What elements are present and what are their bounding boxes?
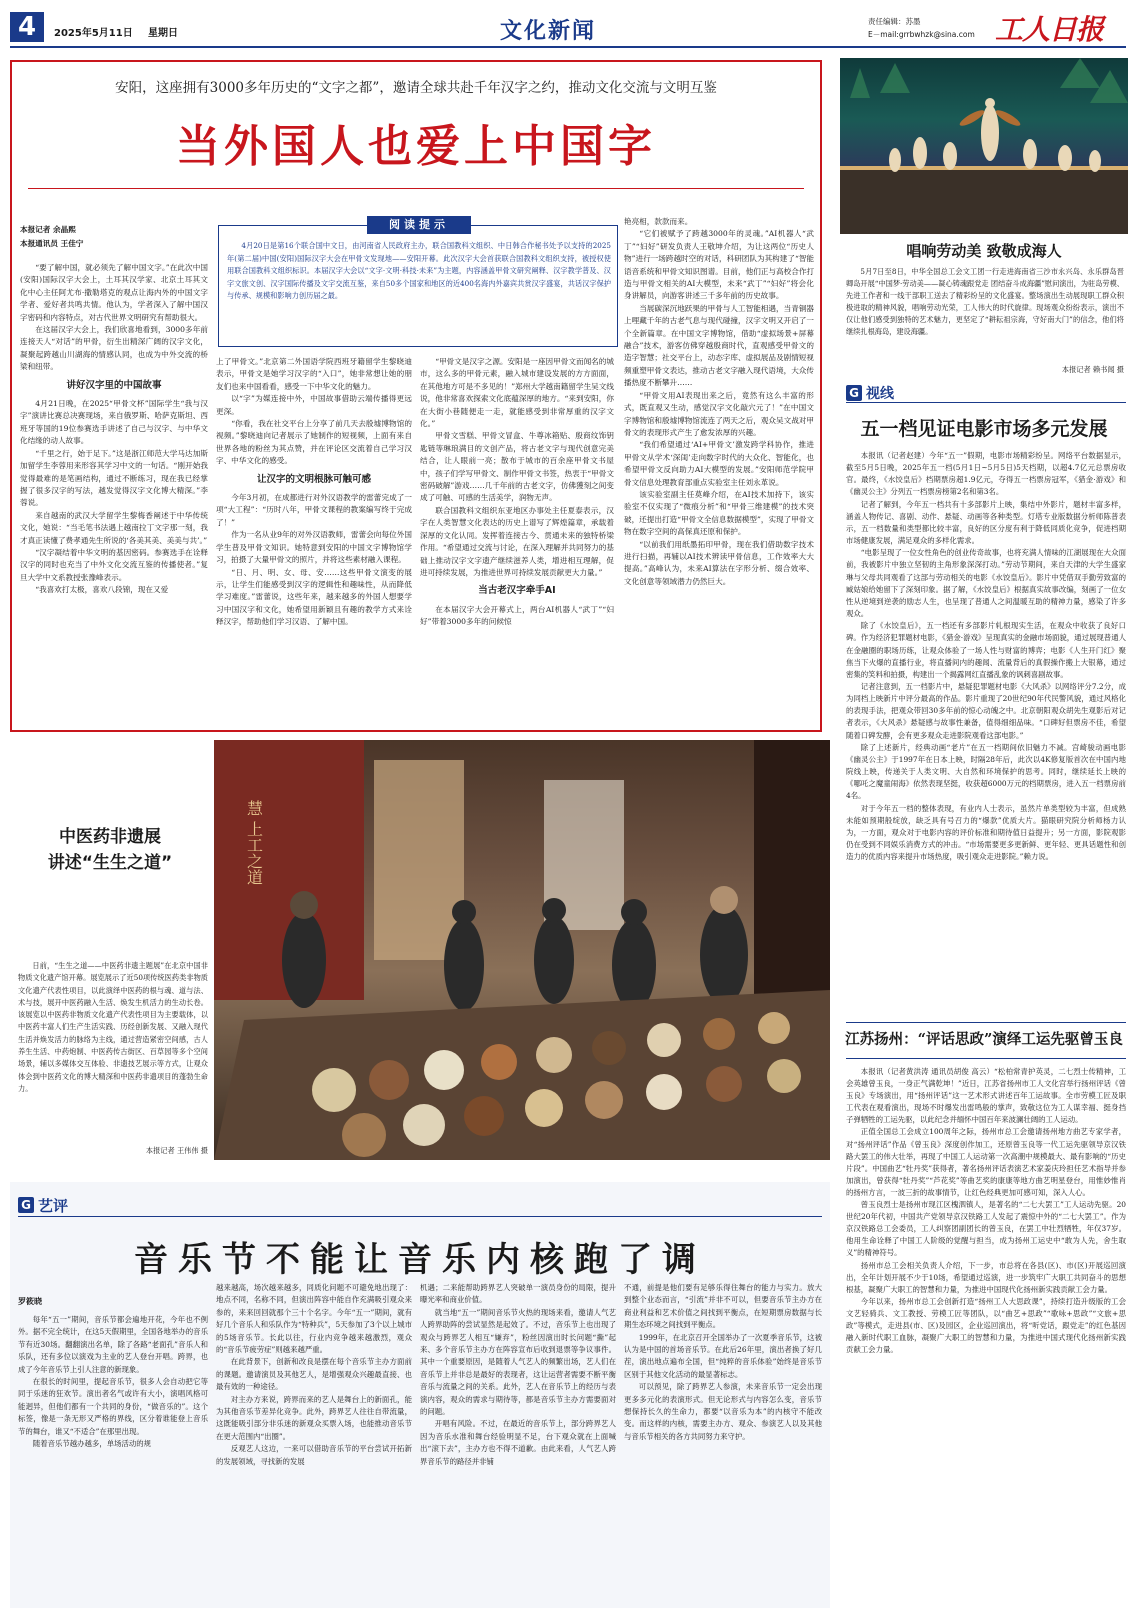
paragraph: 随着音乐节越办越多，单场活动的规 — [32, 1439, 152, 1449]
paragraph: 每年“五一”期间，音乐节都会遍地开花，今年也不例外。据不完全统计，在这5天假期里，全国各地举办的音乐节有近30场。翻翻演出名单，除了各路“老面孔”音乐人和乐队，还有多位以演戏为主业的艺人登台开唱。跨界，也成了今年音乐节上引人注意的新现象。 — [18, 1315, 208, 1374]
yangzhou-body — [846, 1066, 1126, 1356]
paragraph: 记者注意到，五一档影片中，悬疑犯罪题材电影《大风杀》以网络评分7.2分，成为同档上映新片中评分最高的作品。影片重现了20世纪90年代民警风貌，通过风格化的表现手法，把观众带回30多年前的惊心动魄之中。北京朝阳观众胡先生观影后对记者表示，《大风杀》悬疑感与故事性兼备，值得细细品味。“口碑好但票房不佳，希望随着口碑发酵，会有更多观众走进影院观看这部电影。” — [846, 681, 1126, 740]
reading-tip-text: 4月20日是第16个联合国中文日，由河南省人民政府主办，联合国教科文组织、中日韩合作秘书处予以支持的2025年(第二届)中国(安阳)国际汉字大会在甲骨文发现地——安阳开幕。此次汉字大会首获联合国教科文组织支持，被授权使用联合国教科文组织标识。本届汉字大会以“文字·文明·科技·未来”为主题，内容涵盖甲骨文研究阐释、汉字教学普及、汉字文旅文创、汉字国际传播及文字交流互鉴，来自50多个国家和地区的近400名海内外嘉宾共赏汉字盛宴，共话汉字保护与传承、规模和影响力创历届之最。 — [227, 241, 611, 300]
page-number: 4 — [10, 12, 44, 42]
photo-banner-text: 慧 上工之道 — [244, 800, 264, 886]
paragraph: 在此背景下，创新和改良是摆在每个音乐节主办方面前的课题。邀请演员及其他艺人，是增强观众兴趣最直接、也最有效的一种途径。 — [216, 1357, 412, 1392]
g-logo-icon: G — [18, 1197, 34, 1213]
review-headline: 音乐节不能让音乐内核跑了调 — [134, 1240, 706, 1280]
review-col2 — [216, 1282, 412, 1468]
paragraph: 本报讯（记者赵建）今年“五一”假期，电影市场精彩纷呈。网络平台数据显示，截至5月5日晚，2025年五一档(5月1日~5月5日)5天档期，以超4.7亿元总票房收官。最终，《水饺皇后》档期票房超1.9亿元，夺得五一档票房冠军，《猎金·游戏》和《幽灵公主》分列五一档票房榜第2名和第3名。 — [846, 451, 1126, 497]
paragraph: 对主办方来说，跨界而来的艺人是舞台上的新面孔，能为其他音乐节差异化竞争。此外，跨界艺人往往自带流量，这既能吸引部分非乐迷的新观众买票入场，也能推动音乐节在更大范围内“出圈”。 — [216, 1394, 412, 1441]
tcm-title-line1: 中医药非遗展 — [59, 827, 161, 847]
paragraph: 正值全国总工会成立100周年之际，扬州市总工会邀请扬州地方曲艺专家学者，对“扬州评话”作品《曾玉良》深度创作加工，还原曾玉良等一代工运先驱领导京汉铁路大罢工的伟大壮举，再现了中国工人运动第一次高潮中规模最大、最有影响的“历史片段”。中国曲艺“牡丹奖”获得者，著名扬州评话表演艺术家姜庆玲担任艺术指导并参加演出，曾获得“牡丹奖”“芦花奖”等曲艺奖的康康等地方曲艺明星登台，用惟妙惟肖的扬州方言，一波三折的故事情节，让红色经典更加可感可知，深入人心。 — [846, 1127, 1126, 1197]
divider — [18, 1216, 822, 1217]
film-body — [846, 450, 1126, 863]
paragraph: “甲骨文用AI表现出来之后，竟然有这么丰富的形式，既直观又生动，感觉汉字文化敲穴元了！”在中国文字博物馆和殷墟博物馆流连了两天之后，观众吴文战对甲骨文的表现形式产生了愈发浓厚的兴趣。 — [624, 390, 814, 437]
paragraph: “它们被赋予了跨越3000年的灵魂。”AI机器人“武丁”“妇好”研发负责人王敬坤介绍，为让这两位“历史人物”进行一场跨越时空的对话，科研团队为其构建了“智能语音系统和甲骨文知识图谱。目前，他们正与高校合作打造与甲骨文相关的AI大模型，未来“武丁”“妇好”将会化身讲解员，向游客讲述三千多年前的历史故事。 — [624, 229, 815, 301]
lead-col2 — [216, 356, 412, 629]
paragraph: “千里之行，始于足下。”这是浙江师范大学马达加斯加留学生李蓉用来形容其学习中文的一句话。“刚开始我觉得最难的是笔画结构，通过不断练习，现在我已经掌握了很多汉字的写法，越发觉得汉字文化博大精深。”李蓉说。 — [20, 448, 208, 508]
paragraph: “我喜欢打太极，喜欢八段锦，现在又爱 — [35, 585, 169, 595]
byline-reporter: 本报记者 余晶熙 — [20, 225, 76, 234]
paragraph: “我们希望通过‘AI+甲骨文’激发跨学科协作，推进甲骨文从学术‘深闺’走向数字时代的大众化、智能化，也希望甲骨文反向助力AI大模型的发展。”安阳师范学院甲骨文信息处理教育部重点实验室主任刘永革说。 — [624, 440, 814, 487]
divider — [846, 1022, 1126, 1023]
photo-credit: 本报记者 赖书闻 摄 — [1061, 365, 1124, 374]
divider — [846, 1058, 1126, 1059]
paragraph: 今年3月初，在成都进行对外汉语教学的雷蕾完成了一项“大工程”：“历时八年，甲骨文课程的教案编写终于完成了！” — [216, 493, 412, 527]
film-section-badge — [846, 382, 894, 403]
review-col4 — [624, 1282, 822, 1443]
paragraph: “电影呈现了一位女性角色的创业传奇故事，也将充满人情味的江湖展现在大众面前，我被影片中独立坚韧的主角形象深深打动。”劳动节期间，来自天津的大学生盛家琳与父母共同观看了这部与劳动相关的电影《水饺皇后》。影片中凭借双手勤劳致富的臧姑娘给她留下了深刻印象。据了解，《水饺皇后》根据真实故事改编，刻画了一位女性从逆境到逆袭的励志人生，也呈现了普通人之间温暖互助的精神力量，感染了许多观众。 — [846, 548, 1126, 619]
paragraph: 越来越高，场次越来越多，同质化问题不可避免地出现了：地点不同，名称不同，但演出阵容中能自作充满吸引观众来参的，来来回回就那个三十个名字。今年“五一”期间，就有好几个音乐人和乐队作为“特种兵”，5天参加了3个以上城市的5场音乐节。长此以往，行业内竞争越来越激烈，观众的“音乐节疲劳症”则越来越严重。 — [216, 1283, 412, 1355]
exhibition-illustration — [214, 740, 830, 1160]
paragraph: 在很长的时间里，提起音乐节，很多人会自动把它等同于乐迷的狂欢节。演出者名气或许有大小，演唱风格可能迥异，但他们都有一个共同的身份，“做音乐的”。这个标签，像是一条无形又严格的界线，区分着谁能登上音乐节的舞台，谁又“不适合”在那里出现。 — [18, 1377, 208, 1436]
byline-correspondent: 本报通讯员 王佳宁 — [20, 239, 84, 248]
paragraph: “要了解中国，就必须先了解中国文字。”在此次中国(安阳)国际汉字大会上，土耳其汉学家、北京土耳其文化中心主任阿尤布·撒勒塔克的观点让海内外的中国文字学者、爱好者共鸣共情。他认为，学者深入了解中国汉字密码和内容特点，对古代世界文明研究有帮助很大。 — [20, 263, 208, 322]
paragraph: 以“字”为媒连接中外，中国故事借助云端传播得更远更深。 — [216, 394, 412, 416]
paragraph: 在本届汉字大会开幕式上，两台AI机器人“武丁”“妇好”带着3000多年的问候惊 — [420, 604, 614, 627]
paragraph: 1999年，在北京召开全国举办了一次夏季音乐节，这被认为是中国的首场音乐节。在此后26年里，演出者换了好几茬，演出地点遍布全国，但“纯粹的音乐体验”始终是音乐节区别于其他文化活动的最显著标志。 — [624, 1332, 822, 1379]
review-col3 — [420, 1282, 616, 1468]
paragraph: 除了《水饺皇后》，五一档还有多部影片轧根现实生活，在观众中收获了良好口碑。作为经济犯罪题材电影，《猎金·游戏》呈现真实的金融市场面貌，通过展现普通人在金融圈的职场历练，让观众体验了一场人性与财富的博弈；电影《人生开门红》聚焦当下火爆的直播行业，将直播间内的趣闻、流量背后的真假操作搬上大银幕，通过密集的笑料和拍摄，构建出一个揭露网红直播乱象的讽刺喜剧故事。 — [846, 621, 1126, 679]
tcm-exhibition-photo — [214, 740, 830, 1160]
paragraph: “甲骨文是汉字之源。安阳是一座因甲骨文而闻名的城市，这么多的甲骨元素，融入城市建设发展的方方面面，在其他地方可是不多见的！”郑州大学越南籍留学生吴文线说，他非常喜欢探索文化底蕴深厚的地方。“来到安阳，你在大街小巷随便走一走，就能感受到非常厚重的汉字文化。” — [420, 357, 614, 429]
paragraph: 甲骨文雪糕、甲骨文冒盒、牛尊冰箱贴、殷商纹饰钥匙链等琳琅满目的文创产品，将古老文字与现代创意完美结合，让人眼前一亮；散布于城市的百余座甲骨文书屋中，孩子们学写甲骨文、制作甲骨文书签，热衷于“甲骨文密码破解”游戏……几千年前的古老文字，仿佛獲刻之间变成了可触、可感的生活美学，润物无声。 — [420, 431, 614, 503]
paragraph: “你看，我在社交平台上分享了前几天去殷墟博物馆的视频。”黎晓迪向记者展示了她制作的短视频，上面有来自世界各地的粉丝为其点赞，并在评论区交流着自己学习汉字、中华文化的感受。 — [216, 419, 412, 466]
paragraph: “汉字凝结着中华文明的基因密码。参赛选手在诠释汉字的同时也充当了中外文化交流互鉴的传播使者。”复旦大学中文系教授张豫峰表示。 — [20, 547, 208, 582]
stage-performance-photo — [840, 58, 1128, 234]
paragraph: 可以预见，除了跨界艺人参演，未来音乐节一定会出现更多多元化的表演形式。但无论形式与内容怎么变，音乐节想保持长久的生命力，都要“以音乐为本”的内核守不能改变。而这样的内核，需要主办方、观众、参演艺人以及其他与音乐节相关的各方共同努力来守护。 — [624, 1382, 822, 1441]
paragraph: 开唱有风险。不过，在最近的音乐节上，部分跨界艺人因为音乐水准和舞台经验明显不足，台下观众就在上面喊出“滚下去”，主办方也不得不道歉。由此来看，人气艺人跨界音乐节的路径并非铺 — [420, 1419, 616, 1466]
section-title: 文化新闻 — [500, 19, 597, 44]
section-label — [846, 383, 894, 403]
paragraph: 曾玉良烈士是扬州市现江区槐泗镇人，是著名的“二七大罢工”工人运动先驱。20世纪20年代初，中国共产党领导京汉铁路工人发起了震惊中外的“二七大罢工”。作为京汉铁路总工会委员，工人纠察团副团长的曾玉良，在罢工中壮烈牺牲，年仅37岁。他用生命诠释了中国工人阶级的觉醒与担当，成为扬州工运史中“敢为人先，舍生取义”的精神符号。 — [846, 1200, 1126, 1258]
review-author: 罗筱晓 — [18, 1296, 42, 1306]
paragraph: 就当地“五一”期间音乐节火热的现场来看，邀请人气艺人跨界助阵的尝试显然是起效了。不过，音乐节上也出现了观众与跨界艺人相互“嫌弃”，粉丝因演出时长问题“撕”起来、多个音乐节主办方在阵容宣布后收到退票等争议事件。其中一个重要原因，是随着人气艺人的频繁出场，艺人们在音乐节上并非总是最好的表现者，这让运营者需要不断平衡音乐与流量之间的关系。此外，艺人在音乐节上的经历与表演内容，观众的需求与期待等，都是音乐节主办方需要面对的问题。 — [420, 1307, 616, 1417]
tcm-title-line2: 讲述“生生之道” — [47, 853, 173, 873]
paragraph: 反观艺人这边，一来可以借助音乐节的平台尝试开拓新的发展领域，寻找新的发展 — [216, 1444, 412, 1466]
paragraph: 联合国教科文组织东亚地区办事处主任夏泰表示，汉字在人类智慧文化表达的历史上谱写了辉煌篇章，承载着深厚的文化认同。发挥着连接古今、贯通未来的独特桥梁作用。“希望通过交流与讨论，在深入理解并共同努力的基础上推动汉字文字遗产继续滋养人类，增进相互理解，促进可持续发展，为推进世界可持续发展贡献更大力量。” — [420, 505, 614, 577]
paragraph: 扬州市总工会相关负责人介绍，下一步，市总将在各县(区)、市(区)开展巡回演出，全年计划开展不少于10场，希望通过巡演，进一步筑牢广大职工共同奋斗的思想根基，凝聚广大职工的智慧和力量，为推进中国现代化扬州新实践贡献工会力量。 — [846, 1260, 1126, 1294]
reading-tip-box — [218, 218, 618, 347]
review-col1 — [18, 1314, 208, 1450]
tcm-caption: 日前，“生生之道——中医药非遗主题展”在北京中国非物质文化遗产馆开幕。展览展示了近50项传统医药类非物质文化遗产代表性项目，以此演绎中医药的根与魂、道与法、术与技，展开中医药融入生活、焕发生机活力的生动长卷。该展览以中医药非物质文化遗产代表性项目为主要载体，以中医药丰富人们生产生活实践、历经创新发展、又融入现代生活并焕发活力的脉络为主线，通过营造紧密空间感，古人养生生活、中药炮制、中医药传古街区、百草园等多个空间场景，辅以多媒体交互体验、非遗技艺展示等方式，让观众体会到中医药文化的博大精深和中医药非遗项目的蓬勃生命力。 — [18, 961, 208, 1093]
editor: 责任编辑：苏墨 — [868, 17, 921, 26]
paragraph: 当展碳深沉地跃果的甲骨与人工智能相遇，当青铜器上哩藏千年的古老气息与现代碰撞，汉字文明又开启了一个全新篇章。在中国文字博物馆，借助“虚拟场景+屏幕融合”技术，游客仿佛穿越殷商时代，直观感受甲骨文的造字智慧；社交平台上，动态字库、虚拟展品及剧情短视频重塑甲骨文表达，推动古老文字融入现代语境，大众传播热度不断攀升…… — [624, 303, 814, 388]
yangzhou-headline: 江苏扬州：“评话思政”演绎工运先驱曾玉良 — [845, 1031, 1123, 1048]
paragraph: 对于今年五一档的整体表现，有业内人士表示，虽然片单类型较为丰富，但成熟未能如预期般绽放，缺乏具有号召力的“爆款”优质大片。猫眼研究院分析师杨力认为，一方面，观众对于电影内容的评价标准和期待值日益提升；另一方面，影院观影仍在受到不同娱乐消费方式的冲击。“市场需要更多更新鲜、更年轻、更具话题性和创造力的优质内容来提升市场热度，吸引观众走进影院。”赖力说。 — [846, 803, 1126, 862]
paragraph: 上了甲骨文。”北京第二外国语学院西班牙籍留学生黎晓迪表示，甲骨文是她学习汉字的“入口”，她非常想让她的朋友们也来中国看看，感受一下中华文化的魅力。 — [216, 357, 412, 391]
section-label-text: 视线 — [866, 386, 894, 402]
paragraph: 记者了解到，今年五一档共有十多部影片上映，集结中外影片，题材丰富多样，涵盖人物传记、喜剧、动作、悬疑、动画等各种类型。灯塔专业版数据分析师陈普表示，五一档数量和类型都比较丰富，良好的区分度有利于降低同质化竞争，促进档期市场健康发展，满足观众的多样化需求。 — [846, 499, 1126, 546]
divider — [846, 402, 1126, 403]
reading-tip-title: 阅读提示 — [367, 216, 471, 234]
photo-caption: 5月7日至8日，中华全国总工会文工团一行走进海南省三沙市永兴岛、永乐群岛晋卿岛开展“中国梦·劳动美——凝心铸魂跟党走 团结奋斗成海疆”慰问演出，为驻岛劳模、先进工作者和一线干部职工送去了精彩纷呈的文化盛宴。整场演出生动展现职工群众积极进取的精神风貌，唱响劳动光荣，工人伟大的时代旋律。现场观众纷纷表示，演出不仅让他们感受到独特的艺术魅力，更坚定了“耕耘祖宗海，守好南大门”的信念，他们将继续扎根海岛，建设海疆。 — [846, 267, 1124, 336]
subhead: 让汉字的文明根脉可触可感 — [256, 473, 371, 485]
paragraph: 在这届汉字大会上，我们欣喜地看到，3000多年前连接天人“对话”的甲骨，衍生出精深广阔的汉字文化，凝聚起跨越山川湖海的情感认同，也成为中外交流的桥梁和纽带。 — [20, 325, 208, 372]
paragraph: 本报讯（记者黄洪涛 通讯员胡俊 高云）“松柏常青护英灵，二七烈士传精神，工会英雄曾玉良，一身正气满乾坤！”近日，江苏省扬州市工人文化宫举行扬州评话《曾玉良》专场演出，用“扬州评话”这一艺术形式讲述百年工运故事。全市劳模工匠及职工代表在观看演出，现场不时爆发出雷鸣般的掌声，致敬这位为工人谋幸福、挺身挡子弹牺牲的工运先驱，以此纪念并缅怀中国百年来波澜壮阔的工人运动。 — [846, 1067, 1126, 1125]
paragraph: 作为一名从业9年的对外汉语教师，雷蕾会向每位外国学生普及甲骨文知识。她特意到安阳的中国文字博物馆学习，拍摄了大量甲骨文的照片，并将这些素材融入课程。 — [216, 530, 412, 565]
lead-col4 — [624, 216, 814, 588]
subhead: 当古老汉字牵手AI — [478, 585, 556, 597]
paragraph: “以前我们用纸墨拓印甲骨，现在我们借助数字技术进行扫描，再辅以AI技术辨读甲骨信息，工作效率大大提高。”高峰认为，未来AI算法在字形分析、缀合效率、文化创意等领域潜力仍然巨大。 — [624, 539, 814, 586]
masthead-logo: 工人日报 — [995, 13, 1104, 46]
weekday: 星期日 — [148, 28, 178, 39]
photo-caption-title: 唱响劳动美 致敬成海人 — [906, 242, 1062, 260]
email: E－mail:grrbwhzk@sina.com — [868, 30, 975, 39]
paragraph: 不通，前提是他们要有足够乐得住舞台的能力与实力。放大到整个业态而言，“引流”并非不可以，但要音乐节主办方在商业利益和艺术价值之间找到平衡点，在短期票房数据与长期生态环境之间找到平衡点。 — [624, 1283, 822, 1330]
paragraph: 机遇；二来能帮助跨界艺人突破单一演员身份的局限，提升曝光率和商业价值。 — [420, 1283, 616, 1305]
paragraph: 4月21日晚，在2025“甲骨文杯”国际学生“我与汉字”演讲比赛总决赛现场，来自俄罗斯、哈萨克斯坦、西班牙等国的19位参赛选手讲述了自己与汉字、与中华文化结缘的动人故事。 — [20, 399, 208, 446]
paragraph: “日、月、明、女、母、安……这些甲骨文演变的展示，让学生们能感受到汉字的逻辑性和趣味性，从而降低学习难度。”雷蕾说，这些年来，越来越多的外国人想要学习中国汉字和文化，她希望用新颖且有趣的教学方式来诠释汉字，帮助他们学习汉语、了解中国。 — [216, 567, 412, 627]
lead-kicker: 安阳，这座拥有3000多年历史的“文字之都”，邀请全球共赴千年汉字之约，推动文化交流与文明互鉴 — [115, 80, 717, 96]
g-logo-icon: G — [846, 385, 862, 401]
lead-headline: 当外国人也爱上中国字 — [176, 121, 656, 172]
page-header — [10, 10, 1126, 44]
tcm-credit: 本报记者 王伟伟 摄 — [145, 1146, 208, 1155]
date: 2025年5月11日 — [54, 28, 133, 39]
stage-illustration — [840, 58, 1128, 234]
review-section-badge — [18, 1194, 68, 1216]
section-label — [18, 1195, 68, 1216]
paragraph: 除了上述新片，经典动画“老片”在五一档期间依旧魅力不减。宫崎骏动画电影《幽灵公主》于1997年在日本上映，时隔28年后，此次以4K修复版首次在中国内地院线上映，传递关于人类文明、大自然和环境保护的思考。同时，继续延长上映的《哪吒之魔童闹海》依然表现坚挺，收获超6000万元的档期票房，进入五一档票房前4名。 — [846, 742, 1126, 801]
paragraph: 艳亮相，款款而来。 — [624, 217, 693, 226]
film-headline: 五一档见证电影市场多元发展 — [860, 418, 1108, 440]
lead-col3 — [420, 356, 614, 629]
lead-col1 — [20, 262, 208, 597]
subhead: 讲好汉字里的中国故事 — [66, 379, 162, 391]
paragraph: 今年以来，扬州市总工会创新打造“扬州工人大思政课”，持续打造升级版的工会文艺轻骑兵、文工教授、劳模工匠等团队，以“曲艺+思政”“歌咏+思政”“文旅+思政”等模式，走进县(市、区)及园区，企业巡回演出，将“听党话，跟党走”的红色基因融入新时代职工血脉，凝聚广大职工的智慧和力量，为推进中国式现代化扬州新实践贡献工会力量。 — [846, 1296, 1126, 1355]
divider — [28, 188, 804, 189]
paragraph: 来自越南的武汉大学留学生黎梅香阐述于中华传统文化，她说：“当毛笔书法遇上越南拉丁文字那一刻，我才真正读懂了费孝通先生所说的‘各美其美、美美与共’。” — [20, 510, 208, 545]
section-label-text: 艺评 — [38, 1196, 69, 1215]
paragraph: 该实验室副主任莫峰介绍，在AI技术加持下，该实验室不仅实现了“微痕分析”和“甲骨三维建模”的技术突破，还提出打造“甲骨文全信息数据模型”，实现了甲骨文物在数字空间的高保真还原和保护。 — [624, 489, 815, 537]
